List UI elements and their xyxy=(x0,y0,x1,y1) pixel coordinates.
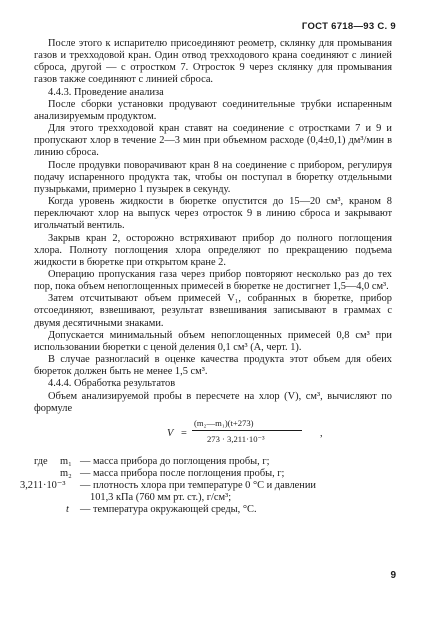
document-body xyxy=(20,38,392,517)
definition-row xyxy=(34,456,392,468)
section-heading: 4.4.3. Проведение анализа xyxy=(48,86,164,98)
paragraph: Объем анализируемой пробы в пересчете на хлор (V), см³, вычисляют по формуле xyxy=(34,390,392,414)
paragraph: Когда уровень жидкости в бюретке опустится до 15—20 см³, краном 8 переключают хлор на выпуск через отросток 9 в линию сброса и закрывают игольчатый вентиль. xyxy=(34,196,392,232)
definition-term: m₁ xyxy=(60,455,72,467)
paragraph: После сборки установки продувают соединительные трубки испаренным анализируемым продуктом. xyxy=(34,98,392,122)
paragraph: Для этого трехходовой кран ставят на соединение с отростками 7 и 9 и пропускают хлор в течение 2—3 мин при объемном расходе (0,4±0,1) дм³/мин в линию сброса. xyxy=(34,123,392,159)
definition-desc: — масса прибора до поглощения пробы, г; xyxy=(80,455,270,467)
formula-equals: = xyxy=(181,427,187,439)
definition-term: 3,211·10⁻³ xyxy=(20,480,66,492)
paragraph: В случае разногласий в оценке качества продукта этот объем для обеих бюреток должен быть не менее 1,5 см³. xyxy=(34,354,392,378)
volume-formula xyxy=(34,416,392,456)
definition-intro: где xyxy=(34,455,48,467)
formula-trail: , xyxy=(320,427,323,439)
definition-row xyxy=(34,468,392,480)
paragraph: После этого к испарителю присоединяют реометр, склянку для промывания газов и трехходовой кран. Один отвод трехходового крана соединяют с линией сброса, другой — с отростком 7. Отросток 9 через склянку для промывания газов также соединяют с линией сброса. xyxy=(34,38,392,86)
definition-row xyxy=(34,504,392,516)
paragraph: Затем отсчитывают объем примесей V₁, собранных в бюретке, прибор отсоединяют, взвешивают, результат взвешивания записывают в граммах с двумя десятичными знаками. xyxy=(34,293,392,329)
definition-row xyxy=(20,480,392,492)
page-header: ГОСТ 6718—93 С. 9 xyxy=(301,21,396,32)
formula-lhs: V xyxy=(167,427,174,439)
definition-term: t xyxy=(66,504,69,516)
formula-denominator: 273 · 3,211·10⁻³ xyxy=(207,433,265,444)
page-number: 9 xyxy=(390,570,396,581)
definition-desc: 101,3 кПа (760 мм рт. ст.), г/см³; xyxy=(90,492,232,504)
definition-row xyxy=(34,492,392,504)
paragraph: Закрыв кран 2, осторожно встряхивают прибор до полного поглощения хлора. Полноту поглощения хлора определяют по прекращению подъема жидкости в бюретке при открытом кране 2. xyxy=(34,232,392,268)
paragraph: После продувки поворачивают кран 8 на соединение с прибором, регулируя подачу испаренного продукта так, чтобы он поступал в бюретку отдельными пузырьками, примерно 1 пузырек в секунду. xyxy=(34,159,392,195)
formula-numerator: (m₂—m₁)(t+273) xyxy=(194,417,254,428)
fraction-bar xyxy=(192,430,302,431)
definition-desc: — плотность хлора при температуре 0 °С и давлении xyxy=(80,480,316,492)
definition-desc: — масса прибора после поглощения пробы, г; xyxy=(80,467,285,479)
paragraph: Допускается минимальный объем непоглощенных примесей 0,8 см³ при использовании бюретки с ценой деления 0,1 см³ (А, черт. 1). xyxy=(34,329,392,353)
definition-term: m₂ xyxy=(60,467,72,479)
definition-desc: — температура окружающей среды, °С. xyxy=(80,504,257,516)
paragraph: Операцию пропускания газа через прибор повторяют несколько раз до тех пор, пока объем непоглощенных примесей в бюретке не достигнет 1,5—4,0 см³. xyxy=(34,268,392,293)
section-heading: 4.4.4. Обработка результатов xyxy=(48,378,176,390)
